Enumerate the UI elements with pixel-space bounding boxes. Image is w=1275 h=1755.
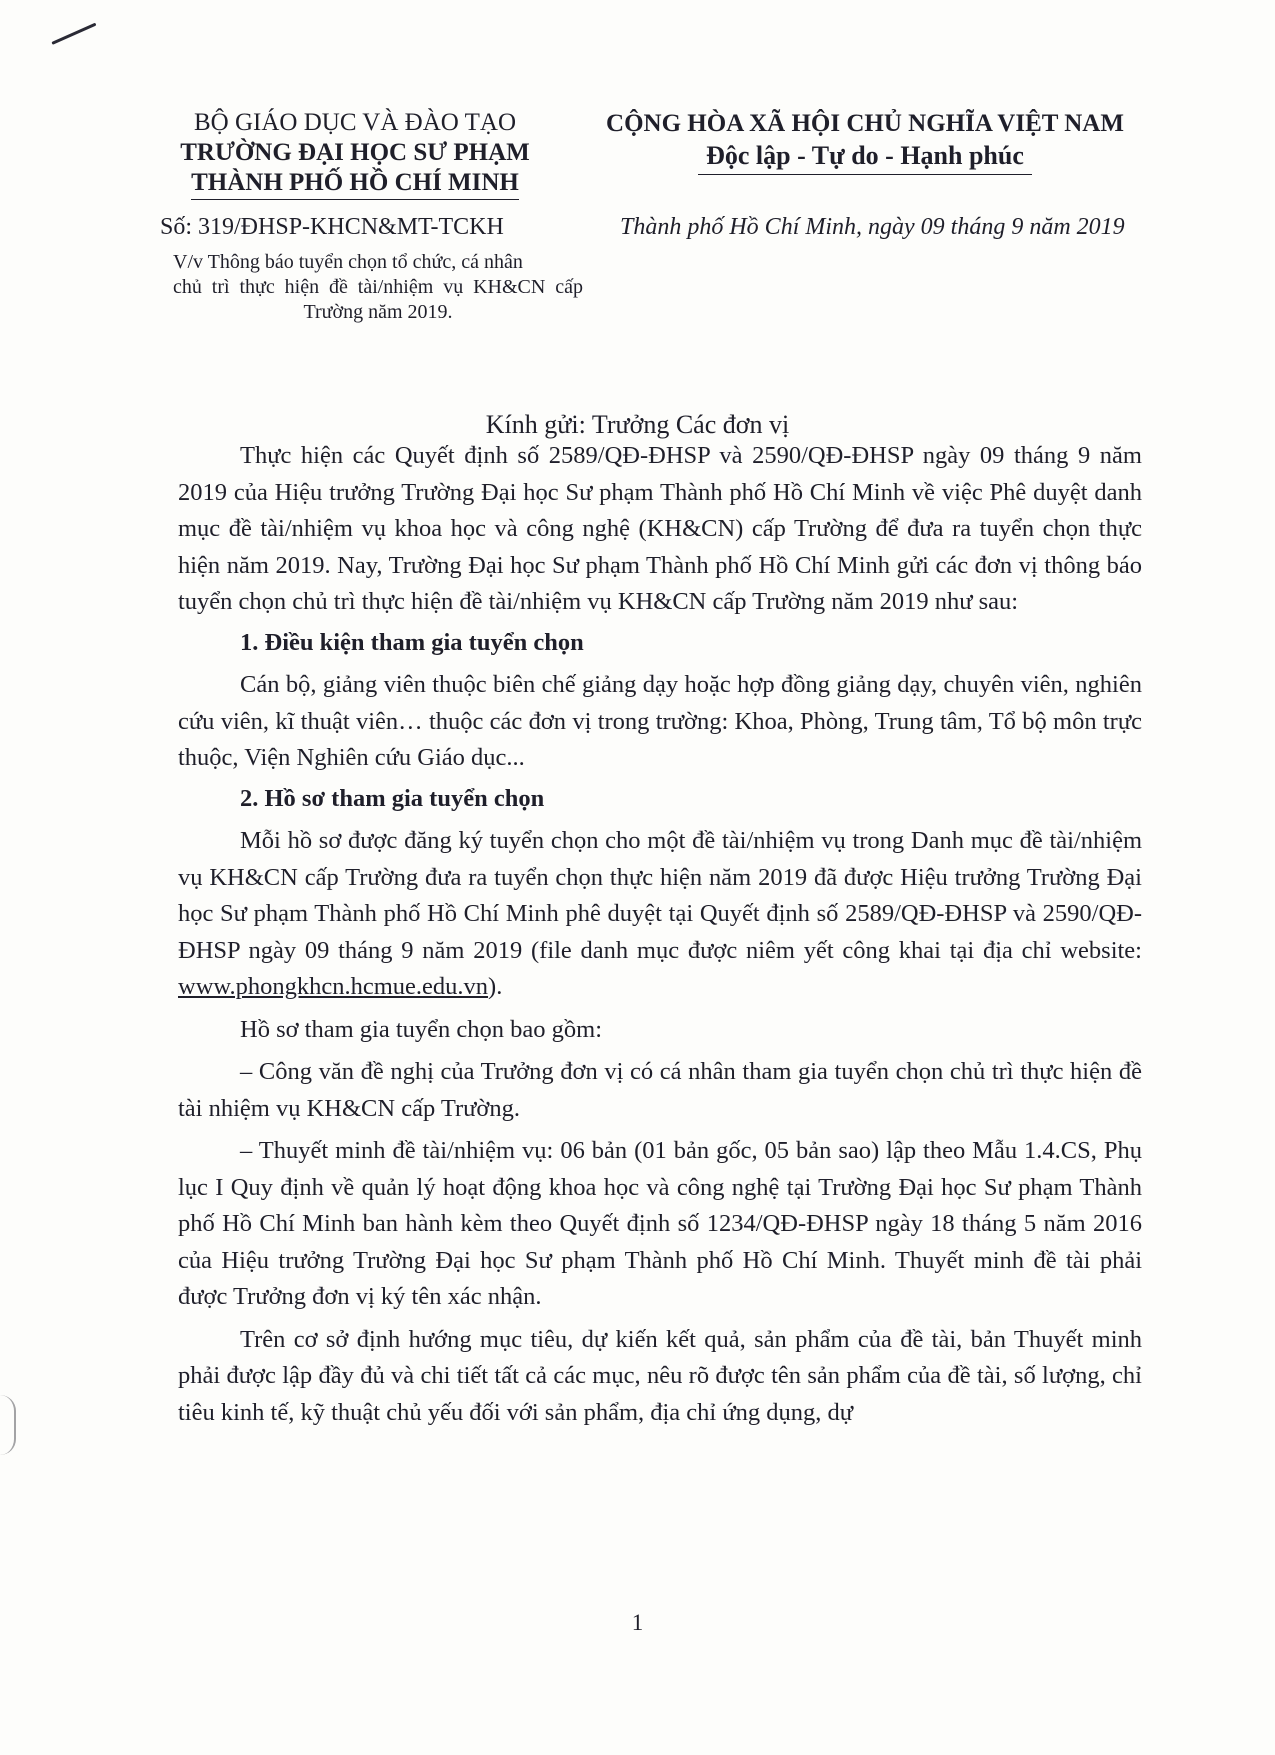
ministry-name: BỘ GIÁO DỤC VÀ ĐÀO TẠO bbox=[194, 109, 516, 136]
section-2-heading: 2. Hồ sơ tham gia tuyển chọn bbox=[240, 784, 545, 812]
pen-stroke-mark bbox=[51, 23, 96, 45]
dossier-item-proposal-requirements: Trên cơ sở định hướng mục tiêu, dự kiến kết quả, sản phẩm của đề tài, bản Thuyết minh phải được lập đầy đủ và chi tiết tất cả các mục, nêu rõ được tên sản phẩm của đề tài, số lượng, chỉ tiêu kinh tế, kỹ thuật chủ yếu đối với sản phẩm, địa chỉ ứng dụng, dự bbox=[178, 1325, 1142, 1426]
school-name-line1: TRƯỜNG ĐẠI HỌC SƯ PHẠM bbox=[180, 139, 530, 166]
website-link[interactable]: www.phongkhcn.hcmue.edu.vn bbox=[178, 973, 489, 1000]
dossier-includes: Hồ sơ tham gia tuyển chọn bao gồm: bbox=[240, 1015, 603, 1043]
section-1-text: Cán bộ, giảng viên thuộc biên chế giảng dạy hoặc hợp đồng giảng dạy, chuyên viên, nghiên cứu viên, kĩ thuật viên… thuộc các đơn vị trong trường: Khoa, Phòng, Trung tâm, Tổ bộ môn trực thuộc, Viện Nghiên cứu Giáo dục... bbox=[178, 671, 1142, 771]
recipient-line: Kính gửi: Trưởng Các đơn vị bbox=[485, 410, 790, 439]
place-and-date: Thành phố Hồ Chí Minh, ngày 09 tháng 9 năm 2019 bbox=[620, 214, 1125, 240]
section-2-text-before-link: Mỗi hồ sơ được đăng ký tuyển chọn cho một đề tài/nhiệm vụ trong Danh mục đề tài/nhiệm vụ KH&CN cấp Trường đưa ra tuyển chọn thực hiện năm 2019 đã được Hiệu trưởng Trường Đại học Sư phạm Thành phố Hồ Chí Minh phê duyệt tại Quyết định số 2589/QĐ-ĐHSP và 2590/QĐ-ĐHSP ngày 09 tháng 9 năm 2019 (file danh mục được niêm yết công khai tại địa chỉ website: bbox=[178, 827, 1142, 964]
document-number: Số: 319/ĐHSP-KHCN&MT-TCKH bbox=[160, 214, 504, 240]
subject-line-2: chủ trì thực hiện đề tài/nhiệm vụ bbox=[173, 276, 464, 298]
section-2-text bbox=[178, 823, 1142, 1006]
dossier-item-official-letter: – Công văn đề nghị của Trưởng đơn vị có cá nhân tham gia tuyển chọn chủ trì thực hiện đề tài nhiệm vụ KH&CN cấp Trường. bbox=[178, 1058, 1142, 1122]
national-header bbox=[585, 108, 1145, 175]
subject-line bbox=[173, 250, 583, 325]
intro-paragraph: Thực hiện các Quyết định số 2589/QĐ-ĐHSP và 2590/QĐ-ĐHSP ngày 09 tháng 9 năm 2019 của Hiệu trưởng Trường Đại học Sư phạm Thành phố Hồ Chí Minh về việc Phê duyệt danh mục đề tài/nhiệm vụ khoa học và công nghệ (KH&CN) cấp Trường để đưa ra tuyển chọn thực hiện năm 2019. Nay, Trường Đại học Sư phạm Thành phố Hồ Chí Minh gửi các đơn vị thông báo tuyển chọn chủ trì thực hiện đề tài/nhiệm vụ KH&CN cấp Trường năm 2019 như sau: bbox=[178, 442, 1142, 615]
issuing-agency-header bbox=[150, 108, 560, 200]
subject-line-3: KH&CN cấp Trường năm 2019. bbox=[303, 276, 583, 323]
scan-edge-mark bbox=[0, 1395, 16, 1455]
subject-line-1: V/v Thông báo tuyển chọn tổ chức, cá nhân bbox=[173, 251, 523, 273]
dossier-item-proposal: – Thuyết minh đề tài/nhiệm vụ: 06 bản (01 bản gốc, 05 bản sao) lập theo Mẫu 1.4.CS, Phụ lục I Quy định về quản lý hoạt động khoa học và công nghệ tại Trường Đại học Sư phạm Thành phố Hồ Chí Minh ban hành kèm theo Quyết định số 1234/QĐ-ĐHSP ngày 18 tháng 5 năm 2016 của Hiệu trưởng Trường Đại học Sư phạm Thành phố Hồ Chí Minh. Thuyết minh đề tài phải được Trưởng đơn vị ký tên xác nhận. bbox=[178, 1137, 1142, 1310]
country-name: CỘNG HÒA XÃ HỘI CHỦ NGHĨA VIỆT NAM bbox=[606, 110, 1124, 137]
national-motto: Độc lập - Tự do - Hạnh phúc bbox=[698, 140, 1032, 175]
page-number: 1 bbox=[631, 1610, 644, 1635]
document-body bbox=[178, 438, 1142, 1433]
section-2-text-after-link: ). bbox=[488, 973, 503, 1000]
section-1-heading: 1. Điều kiện tham gia tuyển chọn bbox=[240, 628, 584, 656]
school-name-line2: THÀNH PHỐ HỒ CHÍ MINH bbox=[191, 168, 519, 200]
